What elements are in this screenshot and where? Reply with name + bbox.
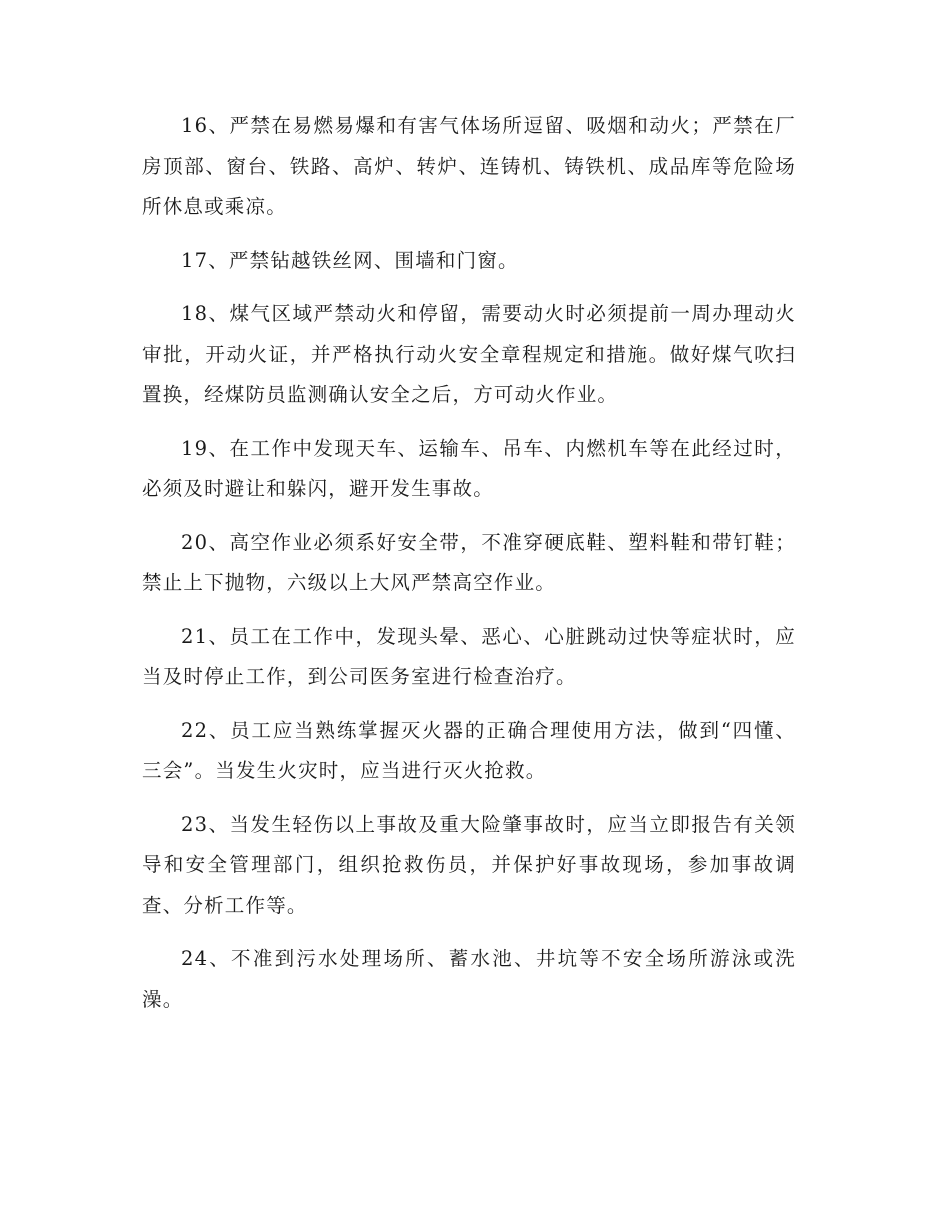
rule-paragraph-19: 19、在工作中发现天车、运输车、吊车、内燃机车等在此经过时，必须及时避让和躲闪，避开发生事故。 <box>142 436 796 500</box>
rule-paragraph-18: 18、煤气区域严禁动火和停留，需要动火时必须提前一周办理动火审批，开动火证，并严格执行动火安全章程规定和措施。做好煤气吹扫置换，经煤防员监测确认安全之后，方可动火作业。 <box>142 302 796 406</box>
rule-paragraph-24: 24、不准到污水处理场所、蓄水池、井坑等不安全场所游泳或洗澡。 <box>142 947 796 1011</box>
rule-paragraph-23: 23、当发生轻伤以上事故及重大险肇事故时，应当立即报告有关领导和安全管理部门，组织抢救伤员，并保护好事故现场，参加事故调查、分析工作等。 <box>142 812 796 917</box>
rule-paragraph-22: 22、员工应当熟练掌握灭火器的正确合理使用方法，做到“四懂、三会”。当发生火灾时，应当进行灭火抢救。 <box>142 718 796 782</box>
rule-paragraph-20: 20、高空作业必须系好安全带，不准穿硬底鞋、塑料鞋和带钉鞋；禁止上下抛物，六级以上大风严禁高空作业。 <box>142 530 796 594</box>
rule-paragraph-17: 17、严禁钻越铁丝网、围墙和门窗。 <box>181 248 519 272</box>
rule-paragraph-21: 21、员工在工作中，发现头晕、恶心、心脏跳动过快等症状时，应当及时停止工作，到公司医务室进行检查治疗。 <box>142 624 796 688</box>
document-page <box>142 106 796 1033</box>
rule-paragraph-16: 16、严禁在易燃易爆和有害气体场所逗留、吸烟和动火；严禁在厂房顶部、窗台、铁路、高炉、转炉、连铸机、铸铁机、成品库等危险场所休息或乘凉。 <box>142 114 796 218</box>
